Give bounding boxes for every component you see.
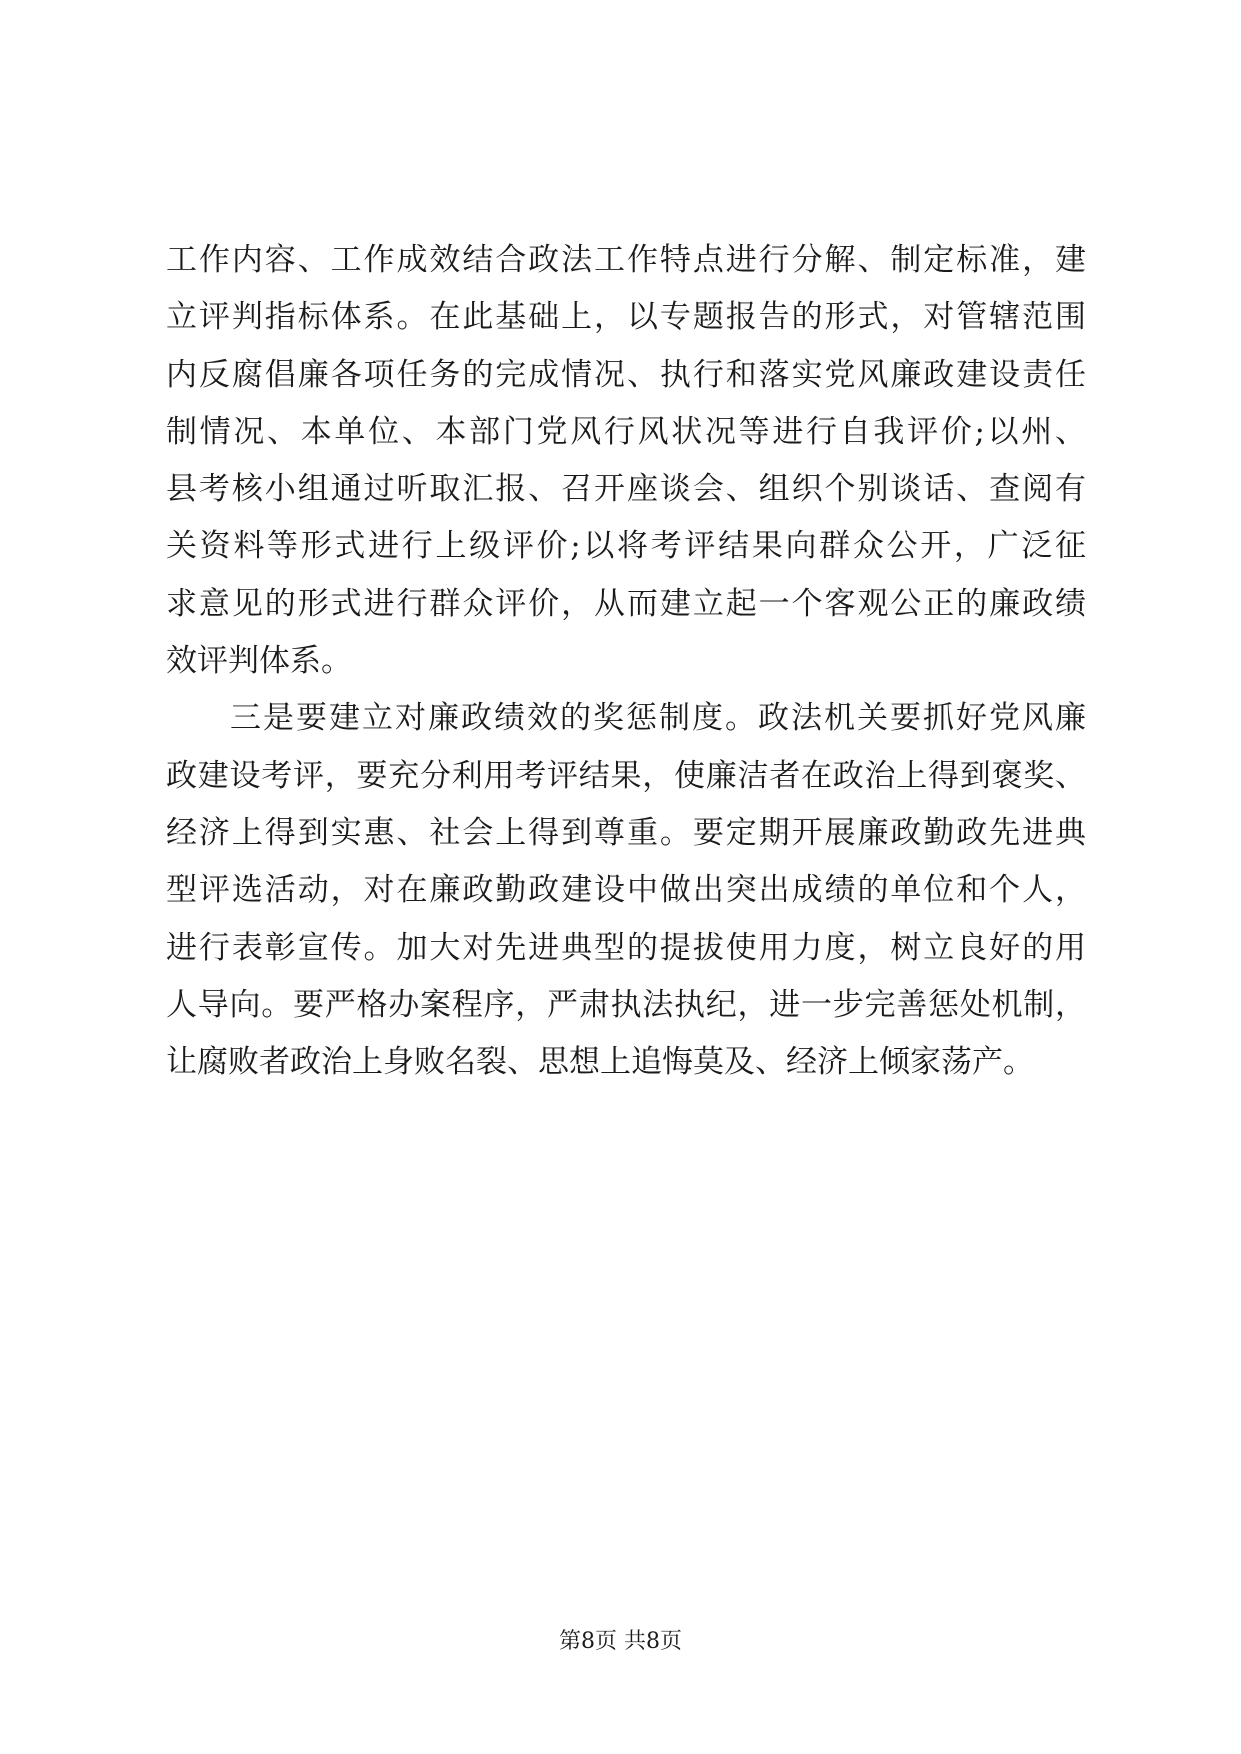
paragraph-line: 县考核小组通过听取汇报、召开座谈会、组织个别谈话、查阅有 — [166, 471, 1086, 508]
paragraph-line: 型评选活动，对在廉政勤政建设中做出突出成绩的单位和个人， — [166, 872, 1086, 909]
paragraph-line: 政建设考评，要充分利用考评结果，使廉洁者在政治上得到褒奖、 — [166, 757, 1086, 794]
paragraph-line: 立评判指标体系。在此基础上，以专题报告的形式，对管辖范围 — [166, 299, 1086, 336]
page-number-footer: 第8页 共8页 — [559, 1629, 682, 1654]
paragraph-line: 关资料等形式进行上级评价;以将考评结果向群众公开，广泛征 — [166, 528, 1086, 565]
paragraph-line: 制情况、本单位、本部门党风行风状况等进行自我评价;以州、 — [166, 413, 1086, 450]
paragraph-line: 三是要建立对廉政绩效的奖惩制度。政法机关要抓好党风廉 — [230, 700, 1086, 737]
paragraph-line: 人导向。要严格办案程序，严肃执法执纪，进一步完善惩处机制， — [166, 986, 1086, 1023]
paragraph-line: 内反腐倡廉各项任务的完成情况、执行和落实党风廉政建设责任 — [166, 356, 1086, 393]
paragraph-line: 求意见的形式进行群众评价，从而建立起一个客观公正的廉政绩 — [166, 585, 1086, 622]
paragraph-line: 让腐败者政治上身败名裂、思想上追悔莫及、经济上倾家荡产。 — [166, 1044, 1034, 1081]
document-body — [166, 232, 1086, 1091]
paragraph-line: 进行表彰宣传。加大对先进典型的提拔使用力度，树立良好的用 — [166, 929, 1086, 966]
paragraph-line: 工作内容、工作成效结合政法工作特点进行分解、制定标准，建 — [166, 242, 1086, 278]
paragraph-line: 经济上得到实惠、社会上得到尊重。要定期开展廉政勤政先进典 — [166, 814, 1086, 851]
paragraph-line: 效评判体系。 — [166, 643, 352, 680]
